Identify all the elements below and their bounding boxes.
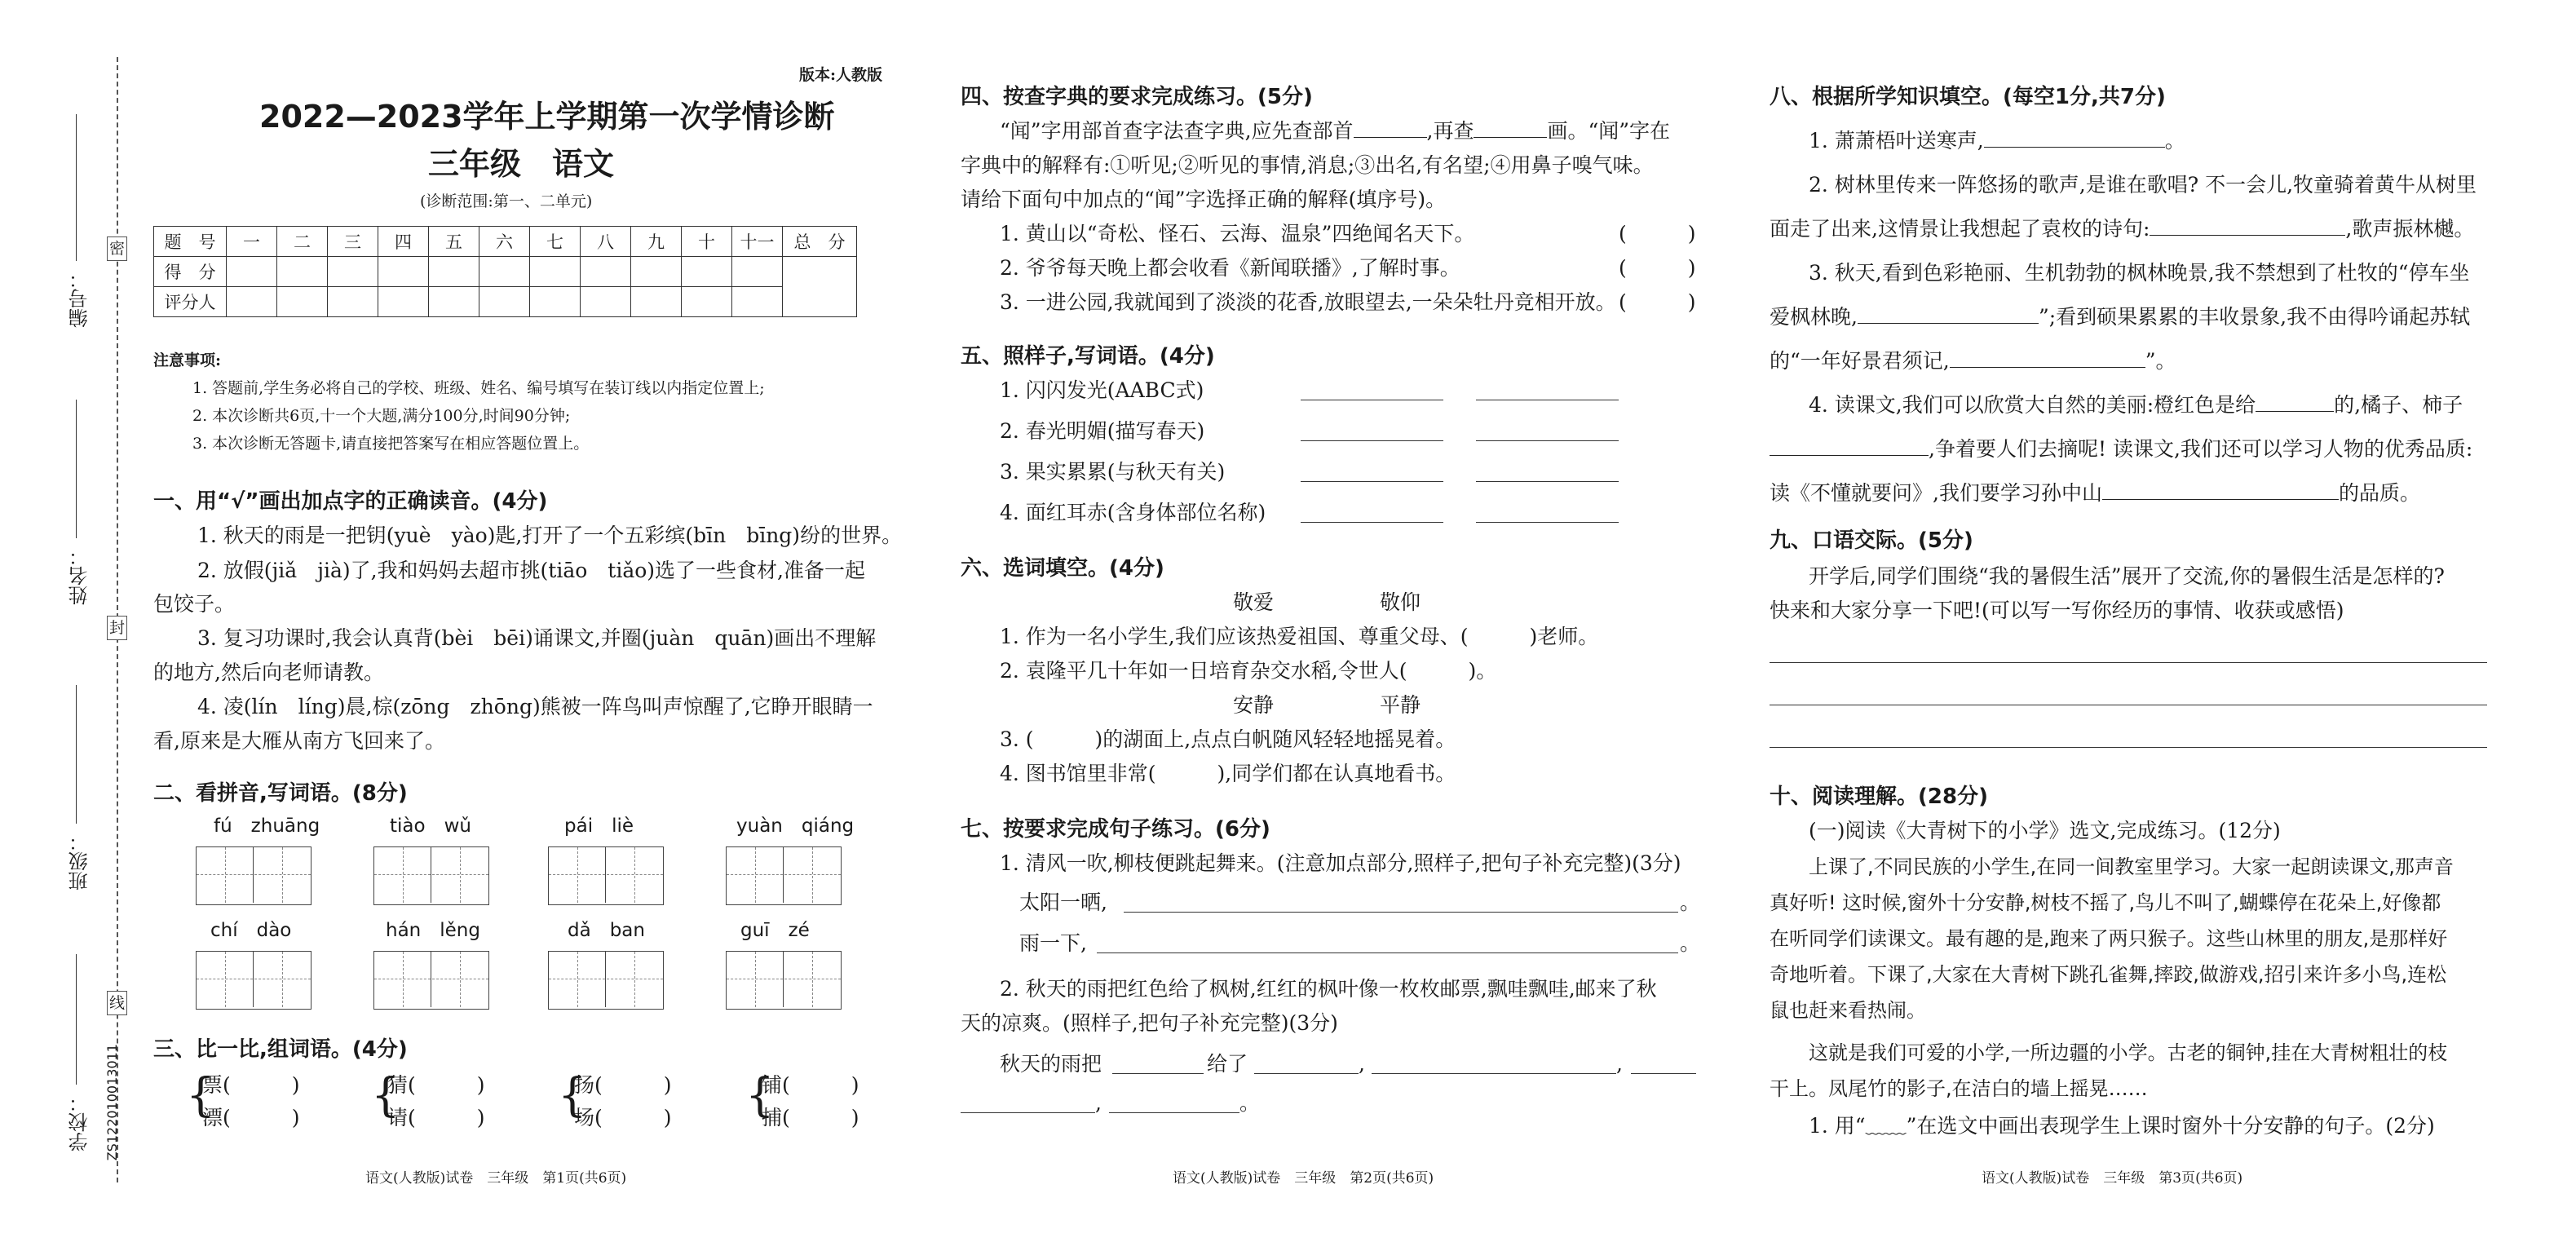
q8-blank[interactable]: [1770, 435, 1929, 456]
q7-answer-line[interactable]: [1372, 1073, 1616, 1074]
name-field[interactable]: [76, 400, 77, 538]
q4-text: ,再查: [1426, 119, 1474, 143]
q7-answer-line[interactable]: [1124, 912, 1678, 913]
grid-cell[interactable]: [727, 847, 784, 903]
stroke-blank[interactable]: [1474, 117, 1547, 138]
q1-line: 包饺子。: [153, 592, 236, 616]
q5-blank[interactable]: [1301, 440, 1443, 441]
q6-word: 平静: [1380, 693, 1421, 717]
grid-cell[interactable]: [784, 952, 841, 1007]
page3-footer: 语文(人教版)试卷 三年级 第3页(共6页): [1982, 1170, 2243, 1187]
q7-title: 七、按要求完成句子练习。(6分): [961, 817, 1270, 842]
q9-title: 九、口语交际。(5分): [1770, 528, 1973, 553]
radical-blank[interactable]: [1354, 117, 1427, 138]
q8-line: [1770, 435, 2472, 463]
grader-cell[interactable]: [429, 287, 479, 317]
q8-blank[interactable]: [1950, 347, 2145, 368]
grid-cell[interactable]: [606, 952, 663, 1007]
q8-title: 八、根据所学知识填空。(每空1分,共7分): [1770, 85, 2166, 109]
label-school: 学校：: [68, 1093, 91, 1151]
q4-item: 2. 爷爷每天晚上都会收看《新闻联播》,了解时事。: [1000, 256, 1460, 280]
grader-cell[interactable]: [682, 287, 732, 317]
answer-paren[interactable]: ( ): [1619, 256, 1696, 280]
q6-word: 安静: [1233, 693, 1275, 717]
grader-cell[interactable]: [581, 287, 631, 317]
writing-grid[interactable]: [548, 951, 664, 1010]
q8-blank[interactable]: [1984, 127, 2165, 148]
q7-period: 。: [1680, 891, 1701, 914]
q1-line: 看,原来是大雁从南方飞回来了。: [153, 729, 445, 753]
grid-cell[interactable]: [254, 952, 311, 1007]
q2-pinyin: hán lěng: [386, 920, 480, 941]
score-cell[interactable]: [227, 257, 277, 287]
score-cell[interactable]: [479, 257, 530, 287]
grid-guide: [634, 952, 635, 1007]
score-cell[interactable]: [682, 257, 732, 287]
passage-line: 干上。凤尾竹的影子,在洁白的墙上摇晃……: [1770, 1077, 2148, 1100]
score-header-cell: 一: [227, 227, 277, 257]
q6-item: 1. 作为一名小学生,我们应该热爱祖国、尊重父母、( )老师。: [1000, 625, 1599, 648]
q8-text: ”;看到硕果累累的丰收景象,我不由得吟诵起苏轼: [2038, 305, 2471, 329]
grid-guide: [549, 874, 663, 875]
grader-cell[interactable]: [479, 287, 530, 317]
q7-comma: ,: [1095, 1091, 1102, 1115]
q8-line: [1770, 215, 2474, 243]
q8-text: 的“一年好景君须记,: [1770, 349, 1950, 373]
q3-title: 三、比一比,组词语。(4分): [153, 1037, 408, 1062]
q1-line: 的地方,然后向老师请教。: [153, 661, 384, 684]
q8-text: 的,橘子、柿子: [2334, 393, 2463, 417]
q9-answer-line[interactable]: [1770, 747, 2487, 748]
q8-text: 的品质。: [2338, 481, 2420, 505]
grader-cell[interactable]: [277, 287, 328, 317]
q7-answer-line[interactable]: [1254, 1073, 1359, 1074]
q5-blank[interactable]: [1301, 481, 1443, 482]
seal-xian: 线: [107, 991, 127, 1015]
grid-guide: [282, 952, 283, 1007]
exam-subtitle: 三年级 语文: [428, 146, 615, 182]
exam-scope: (诊断范围:第一、二单元): [420, 192, 593, 210]
score-table-header: [154, 227, 857, 257]
grid-guide: [374, 874, 488, 875]
q4-item: 1. 黄山以“奇松、怪石、云海、温泉”四绝闻名天下。: [1000, 222, 1475, 245]
label-number: 编号：: [68, 269, 91, 328]
q3-brace: {: [371, 1069, 400, 1122]
q8-blank[interactable]: [2256, 391, 2334, 412]
score-header-cell: 五: [429, 227, 479, 257]
q4-title: 四、按查字典的要求完成练习。(5分): [961, 85, 1313, 109]
score-table: [153, 226, 857, 317]
grid-cell[interactable]: [374, 952, 431, 1007]
school-field[interactable]: [76, 954, 77, 1085]
score-header-cell: 九: [631, 227, 682, 257]
q10-sub: (一)阅读《大青树下的小学》选文,完成练习。(12分): [1809, 819, 2281, 842]
q3-brace: {: [558, 1069, 587, 1122]
note-item: 1. 答题前,学生务必将自己的学校、班级、姓名、编号填写在装订线以内指定位置上;: [192, 379, 765, 397]
q5-title: 五、照样子,写词语。(4分): [961, 344, 1215, 369]
note-item: 3. 本次诊断无答题卡,请直接把答案写在相应答题位置上。: [192, 435, 590, 453]
q10-question: 1. 用“﹏﹏”在选文中画出表现学生上课时窗外十分安静的句子。(2分): [1809, 1114, 2435, 1138]
score-cell[interactable]: [328, 257, 378, 287]
q2-pinyin: dǎ ban: [568, 920, 645, 941]
grid-cell[interactable]: [197, 952, 254, 1007]
q8-blank[interactable]: [2150, 215, 2345, 236]
grid-guide: [812, 952, 813, 1007]
grid-guide: [197, 874, 311, 875]
q2-pinyin: fú zhuāng: [214, 815, 320, 837]
grid-cell[interactable]: [197, 847, 254, 903]
note-item: 2. 本次诊断共6页,十一个大题,满分100分,时间90分钟;: [192, 407, 571, 425]
writing-grid[interactable]: [726, 951, 842, 1010]
q8-line: [1809, 391, 2463, 419]
q7-item: 天的凉爽。(照样子,把句子补充完整)(3分): [961, 1011, 1338, 1035]
q8-text: ,歌声振林樾。: [2345, 217, 2475, 241]
grader-cell[interactable]: [227, 287, 277, 317]
grader-cell[interactable]: [732, 287, 783, 317]
q8-text: 读《不懂就要问》,我们要学习孙中山: [1770, 481, 2102, 505]
q1-line: 2. 放假(jiǎ jià)了,我和妈妈去超市挑(tiāo tiǎo)选了一些食材,准备一起: [197, 559, 866, 582]
seal-feng: 封: [107, 616, 127, 640]
q1-line: 3. 复习功课时,我会认真背(bèi bēi)诵课文,并圈(juàn quān)画出不理解: [197, 626, 877, 650]
q7-prompt: 秋天的雨把: [1000, 1052, 1102, 1076]
writing-grid[interactable]: [196, 951, 312, 1010]
q1-line: 1. 秋天的雨是一把钥(yuè yào)匙,打开了一个五彩缤(bīn bīng)纷的世界。: [197, 524, 903, 547]
score-header-cell: 四: [378, 227, 429, 257]
grid-cell[interactable]: [549, 847, 606, 903]
q5-item: 1. 闪闪发光(AABC式): [1000, 378, 1204, 402]
score-cell[interactable]: [631, 257, 682, 287]
q3-item[interactable]: 漂( ): [202, 1106, 300, 1129]
q5-item: 2. 春光明媚(描写春天): [1000, 419, 1205, 443]
grid-guide: [460, 847, 461, 903]
q3-item[interactable]: 铺( ): [762, 1073, 859, 1097]
q4-text: 画。“闻”字在: [1547, 119, 1671, 143]
q7-answer-line[interactable]: [1631, 1073, 1696, 1074]
grader-cell[interactable]: [631, 287, 682, 317]
q6-word: 敬仰: [1380, 590, 1421, 614]
grader-cell[interactable]: [530, 287, 581, 317]
q6-item: 3. ( )的湖面上,点点白帆随风轻轻地摇晃着。: [1000, 727, 1456, 751]
grid-guide: [577, 952, 578, 1007]
grid-cell[interactable]: [727, 952, 784, 1007]
score-header-cell: 七: [530, 227, 581, 257]
q2-pinyin: chí dào: [210, 920, 292, 941]
page1-footer: 语文(人教版)试卷 三年级 第1页(共6页): [365, 1170, 627, 1187]
q4-text: “闻”字用部首查字法查字典,应先查部首: [1000, 119, 1354, 143]
passage-line: 奇地听着。下课了,大家在大青树下跳孔雀舞,摔跤,做游戏,招引来许多小鸟,连松: [1770, 963, 2447, 986]
q7-answer-line[interactable]: [1109, 1112, 1239, 1113]
q3-brace: {: [745, 1069, 775, 1122]
score-row-label: 得 分: [154, 257, 227, 287]
score-header-cell: 八: [581, 227, 631, 257]
writing-grid[interactable]: [373, 951, 489, 1010]
q6-item: 2. 袁隆平几十年如一日培育杂交水稻,令世人( )。: [1000, 659, 1497, 683]
q8-text: 1. 萧萧梧叶送寒声,: [1809, 129, 1984, 152]
score-header-cell: 六: [479, 227, 530, 257]
class-field[interactable]: [76, 685, 77, 824]
q3-item[interactable]: 请( ): [387, 1106, 485, 1129]
grid-guide: [282, 847, 283, 903]
grid-cell[interactable]: [784, 847, 841, 903]
q5-item: 4. 面红耳赤(含身体部位名称): [1000, 501, 1266, 524]
score-cell[interactable]: [581, 257, 631, 287]
score-cell[interactable]: [732, 257, 783, 287]
q7-comma: ,: [1359, 1052, 1365, 1076]
grid-guide: [755, 952, 756, 1007]
grader-cell[interactable]: [378, 287, 429, 317]
q3-item[interactable]: 票( ): [202, 1073, 300, 1097]
grid-guide: [812, 847, 813, 903]
grid-guide: [403, 847, 404, 903]
q8-text: ”。: [2145, 349, 2176, 373]
grader-cell[interactable]: [328, 287, 378, 317]
q5-item: 3. 果实累累(与秋天有关): [1000, 460, 1226, 484]
q7-prompt: 太阳一晒,: [1019, 891, 1107, 914]
q1-title: 一、用“√”画出加点字的正确读音。(4分): [153, 489, 548, 514]
passage-line: 鼠也赶来看热闹。: [1770, 999, 1926, 1022]
grid-cell[interactable]: [374, 847, 431, 903]
score-header-cell: 总 分: [783, 227, 857, 257]
q8-blank[interactable]: [2102, 480, 2339, 500]
grid-guide: [403, 952, 404, 1007]
q5-blank[interactable]: [1301, 522, 1443, 523]
score-header-cell: 二: [277, 227, 328, 257]
passage-line: 这就是我们可爱的小学,一所边疆的小学。古老的铜钟,挂在大青树粗壮的枝: [1809, 1041, 2448, 1064]
q1-line: 4. 凌(lín líng)晨,棕(zōng zhōng)熊被一阵鸟叫声惊醒了,它睁开眼睛一: [197, 695, 873, 718]
q8-line: [1770, 347, 2176, 375]
q3-item[interactable]: 猜( ): [387, 1073, 485, 1097]
paper-code: ZS122010013011: [104, 1044, 120, 1161]
grid-guide: [727, 874, 841, 875]
q4-para: [1000, 117, 1670, 145]
score-cell[interactable]: [378, 257, 429, 287]
q8-line: [1770, 480, 2420, 507]
q3-item[interactable]: 扬( ): [574, 1073, 672, 1097]
grid-guide: [460, 952, 461, 1007]
q7-period: 。: [1239, 1091, 1261, 1115]
number-field[interactable]: [76, 114, 77, 261]
grid-cell[interactable]: [254, 847, 311, 903]
label-class: 班级：: [68, 832, 91, 891]
grid-guide: [577, 847, 578, 903]
q9-para: 开学后,同学们围绕“我的暑假生活”展开了交流,你的暑假生活是怎样的?: [1809, 564, 2445, 588]
writing-grid[interactable]: [373, 846, 489, 905]
writing-grid[interactable]: [726, 846, 842, 905]
grader-row: [154, 287, 857, 317]
q7-answer-line[interactable]: [1097, 952, 1678, 953]
notes-title: 注意事项:: [153, 351, 222, 369]
q8-line: [1770, 303, 2470, 331]
score-row: [154, 257, 857, 287]
grid-guide: [755, 847, 756, 903]
q2-pinyin: guī zé: [740, 920, 810, 941]
q2-pinyin: pái liè: [564, 815, 634, 837]
q4-para: 字典中的解释有:①听见;②听见的事情,消息;③出名,有名望;④用鼻子嗅气味。: [961, 153, 1654, 177]
score-header-cell: 三: [328, 227, 378, 257]
q7-prompt: 给了: [1207, 1052, 1248, 1076]
q2-pinyin: tiào wǔ: [390, 815, 471, 837]
passage-line: 上课了,不同民族的小学生,在同一间教室里学习。大家一起朗读课文,那声音: [1809, 855, 2454, 878]
writing-grid[interactable]: [548, 846, 664, 905]
q10-title: 十、阅读理解。(28分): [1770, 785, 1988, 809]
answer-paren[interactable]: ( ): [1619, 290, 1696, 314]
q9-answer-line[interactable]: [1770, 662, 2487, 663]
version-label: 版本:人教版: [799, 66, 883, 84]
q8-line: 2. 树林里传来一阵悠扬的歌声,是谁在歌唱? 不一会儿,牧童骑着黄牛从树里: [1809, 173, 2477, 197]
page2-footer: 语文(人教版)试卷 三年级 第2页(共6页): [1173, 1170, 1434, 1187]
q7-answer-line[interactable]: [961, 1112, 1095, 1113]
grid-cell[interactable]: [549, 952, 606, 1007]
grid-guide: [225, 847, 226, 903]
q3-item[interactable]: 场( ): [574, 1106, 672, 1129]
grid-cell[interactable]: [431, 952, 488, 1007]
q4-para: 请给下面句中加点的“闻”字选择正确的解释(填序号)。: [961, 188, 1447, 211]
q5-blank[interactable]: [1476, 522, 1619, 523]
q7-comma: ,: [1616, 1052, 1623, 1076]
q2-pinyin: yuàn qiáng: [736, 815, 855, 837]
score-cell[interactable]: [530, 257, 581, 287]
seal-mi: 密: [107, 236, 127, 261]
q7-item: 1. 清风一吹,柳枝便跳起舞来。(注意加点部分,照样子,把句子补充完整)(3分): [1000, 851, 1681, 875]
q3-brace: {: [186, 1069, 215, 1122]
q5-blank[interactable]: [1476, 440, 1619, 441]
passage-line: 在听同学们读课文。最有趣的是,跑来了两只猴子。这些山林里的朋友,是那样好: [1770, 927, 2448, 950]
grid-guide: [225, 952, 226, 1007]
total-score-cell[interactable]: [783, 257, 857, 317]
q8-text: 面走了出来,这情景让我想起了袁枚的诗句:: [1770, 217, 2150, 241]
q7-item: 2. 秋天的雨把红色给了枫树,红红的枫叶像一枚枚邮票,飘哇飘哇,邮来了秋: [1000, 977, 1657, 1001]
q6-item: 4. 图书馆里非常( ),同学们都在认真地看书。: [1000, 762, 1456, 785]
q8-text: 爱枫林晚,: [1770, 305, 1858, 329]
grid-cell[interactable]: [606, 847, 663, 903]
q8-line: 1. 萧萧梧叶送寒声, 。: [1809, 129, 2185, 152]
q8-blank[interactable]: [1858, 303, 2039, 324]
q2-title: 二、看拼音,写词语。(8分): [153, 781, 408, 806]
label-name: 姓名：: [68, 546, 91, 605]
score-header-cell: 题 号: [154, 227, 227, 257]
score-header-cell: 十一: [732, 227, 783, 257]
q3-item[interactable]: 捕( ): [762, 1106, 859, 1129]
grid-cell[interactable]: [431, 847, 488, 903]
q8-text: ,争着要人们去摘呢! 读课文,我们还可以学习人物的优秀品质:: [1929, 437, 2473, 461]
answer-paren[interactable]: ( ): [1619, 222, 1696, 245]
q4-item: 3. 一进公园,我就闻到了淡淡的花香,放眼望去,一朵朵牡丹竞相开放。: [1000, 290, 1616, 314]
q7-answer-line[interactable]: [1112, 1073, 1204, 1074]
q6-word: 敬爱: [1233, 590, 1275, 614]
grid-guide: [634, 847, 635, 903]
writing-grid[interactable]: [196, 846, 312, 905]
q8-line: 3. 秋天,看到色彩艳丽、生机勃勃的枫林晚景,我不禁想到了杜牧的“停车坐: [1809, 261, 2470, 285]
q9-para: 快来和大家分享一下吧!(可以写一写你经历的事情、收获或感悟): [1770, 599, 2344, 622]
q6-title: 六、选词填空。(4分): [961, 556, 1164, 581]
exam-title: 2022—2023学年上学期第一次学情诊断: [259, 99, 835, 135]
score-cell[interactable]: [429, 257, 479, 287]
passage-line: 真好听! 这时候,窗外十分安静,树枝不摇了,鸟儿不叫了,蝴蝶停在花朵上,好像都: [1770, 891, 2441, 914]
q5-blank[interactable]: [1476, 481, 1619, 482]
score-header-cell: 十: [682, 227, 732, 257]
q7-prompt: 雨一下,: [1019, 931, 1087, 955]
grader-row-label: 评分人: [154, 287, 227, 317]
q7-period: 。: [1680, 931, 1701, 955]
score-cell[interactable]: [277, 257, 328, 287]
q8-text: 4. 读课文,我们可以欣赏大自然的美丽:橙红色是给: [1809, 393, 2256, 417]
